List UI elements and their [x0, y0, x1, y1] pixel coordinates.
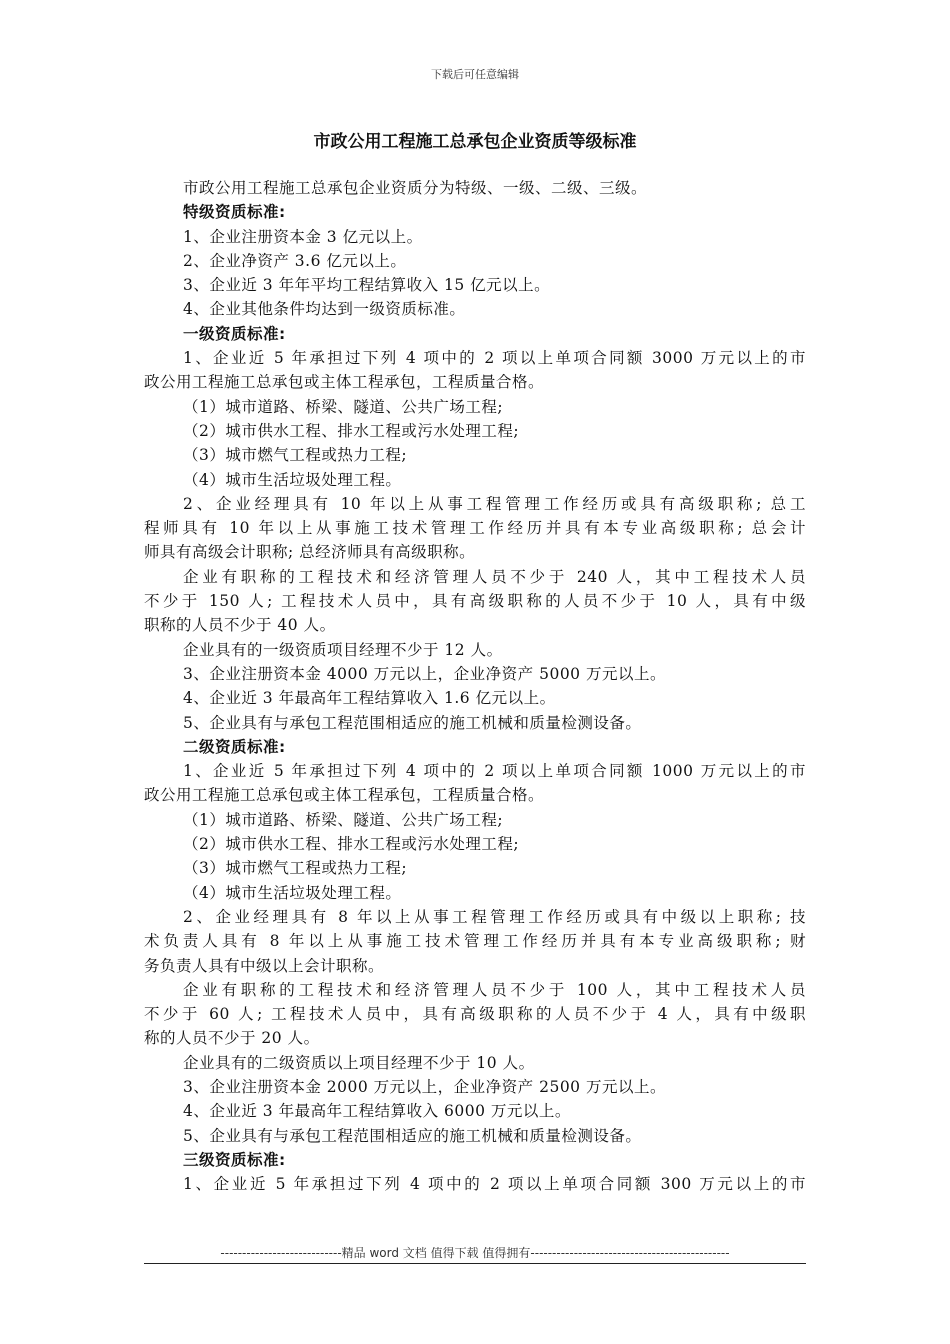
text-line: 称的人员不少于 20 人。: [144, 1029, 320, 1048]
text-line: 师具有高级会计职称; 总经济师具有高级职称。: [144, 543, 476, 562]
text-line: 1、企业近 5 年承担过下列 4 项中的 2 项以上单项合同额 3000 万元以上的市: [183, 349, 806, 368]
text-line: 3、企业注册资本金 2000 万元以上，企业净资产 2500 万元以上。: [183, 1077, 666, 1096]
text-line: （2）城市供水工程、排水工程或污水处理工程;: [183, 835, 520, 854]
text-line: 4、企业其他条件均达到一级资质标准。: [183, 300, 466, 319]
text-line: 务负责人具有中级以上会计职称。: [144, 956, 385, 975]
text-line: 企业有职称的工程技术和经济管理人员不少于 240 人，其中工程技术人员: [183, 567, 806, 586]
text-line: 市政公用工程施工总承包企业资质分为特级、一级、二级、三级。: [183, 179, 648, 197]
text-line: 程师具有 10 年以上从事施工技术管理工作经历并具有本专业高级职称; 总会计: [144, 519, 806, 538]
text-line: 5、企业具有与承包工程范围相适应的施工机械和质量检测设备。: [183, 1126, 642, 1145]
text-line: 不少于 60 人; 工程技术人员中，具有高级职称的人员不少于 4 人，具有中级职: [144, 1005, 806, 1024]
text-line: 5、企业具有与承包工程范围相适应的施工机械和质量检测设备。: [183, 713, 642, 732]
text-line: 3、企业近 3 年年平均工程结算收入 15 亿元以上。: [183, 276, 551, 295]
document-title: 市政公用工程施工总承包企业资质等级标准: [313, 132, 637, 152]
text-line: 3、企业注册资本金 4000 万元以上，企业净资产 5000 万元以上。: [183, 664, 666, 683]
text-line: （3）城市燃气工程或热力工程;: [183, 859, 408, 878]
footer-text: ----------------------------精品 word 文档 值得下载 值得拥有----------------------------------------------: [220, 1246, 730, 1260]
text-line: （1）城市道路、桥梁、隧道、公共广场工程;: [183, 397, 504, 416]
text-line: 4、企业近 3 年最高年工程结算收入 6000 万元以上。: [183, 1102, 571, 1121]
text-line: 2、企业经理具有 8 年以上从事工程管理工作经历或具有中级以上职称; 技: [183, 907, 806, 926]
text-line: 1、企业注册资本金 3 亿元以上。: [183, 227, 423, 246]
text-line: 政公用工程施工总承包或主体工程承包，工程质量合格。: [144, 373, 545, 392]
header-note: 下载后可任意编辑: [431, 68, 519, 81]
section-heading: 特级资质标准:: [183, 203, 286, 222]
section-heading: 二级资质标准:: [183, 737, 286, 756]
text-line: 2、企业经理具有 10 年以上从事工程管理工作经历或具有高级职称; 总工: [183, 494, 806, 513]
text-line: 企业有职称的工程技术和经济管理人员不少于 100 人，其中工程技术人员: [183, 980, 806, 999]
document-body: [144, 176, 806, 1196]
section-heading: 一级资质标准:: [183, 324, 286, 343]
text-line: 企业具有的二级资质以上项目经理不少于 10 人。: [183, 1053, 535, 1072]
text-line: （1）城市道路、桥梁、隧道、公共广场工程;: [183, 810, 504, 829]
text-line: 职称的人员不少于 40 人。: [144, 616, 336, 635]
text-line: 政公用工程施工总承包或主体工程承包，工程质量合格。: [144, 786, 545, 805]
text-line: 不少于 150 人; 工程技术人员中，具有高级职称的人员不少于 10 人，具有中级: [144, 592, 806, 611]
text-line: （4）城市生活垃圾处理工程。: [183, 470, 402, 489]
text-line: 企业具有的一级资质项目经理不少于 12 人。: [183, 640, 503, 659]
text-line: 1、企业近 5 年承担过下列 4 项中的 2 项以上单项合同额 300 万元以上的市: [183, 1175, 806, 1194]
text-line: 4、企业近 3 年最高年工程结算收入 1.6 亿元以上。: [183, 689, 556, 708]
text-line: 1、企业近 5 年承担过下列 4 项中的 2 项以上单项合同额 1000 万元以上的市: [183, 762, 806, 781]
text-line: 2、企业净资产 3.6 亿元以上。: [183, 251, 407, 270]
footer-rule: [144, 1263, 806, 1264]
text-line: （4）城市生活垃圾处理工程。: [183, 883, 402, 902]
section-heading: 三级资质标准:: [183, 1150, 286, 1169]
text-line: （3）城市燃气工程或热力工程;: [183, 446, 408, 465]
text-line: 术负责人具有 8 年以上从事施工技术管理工作经历并具有本专业高级职称; 财: [144, 932, 806, 951]
text-line: （2）城市供水工程、排水工程或污水处理工程;: [183, 421, 520, 440]
